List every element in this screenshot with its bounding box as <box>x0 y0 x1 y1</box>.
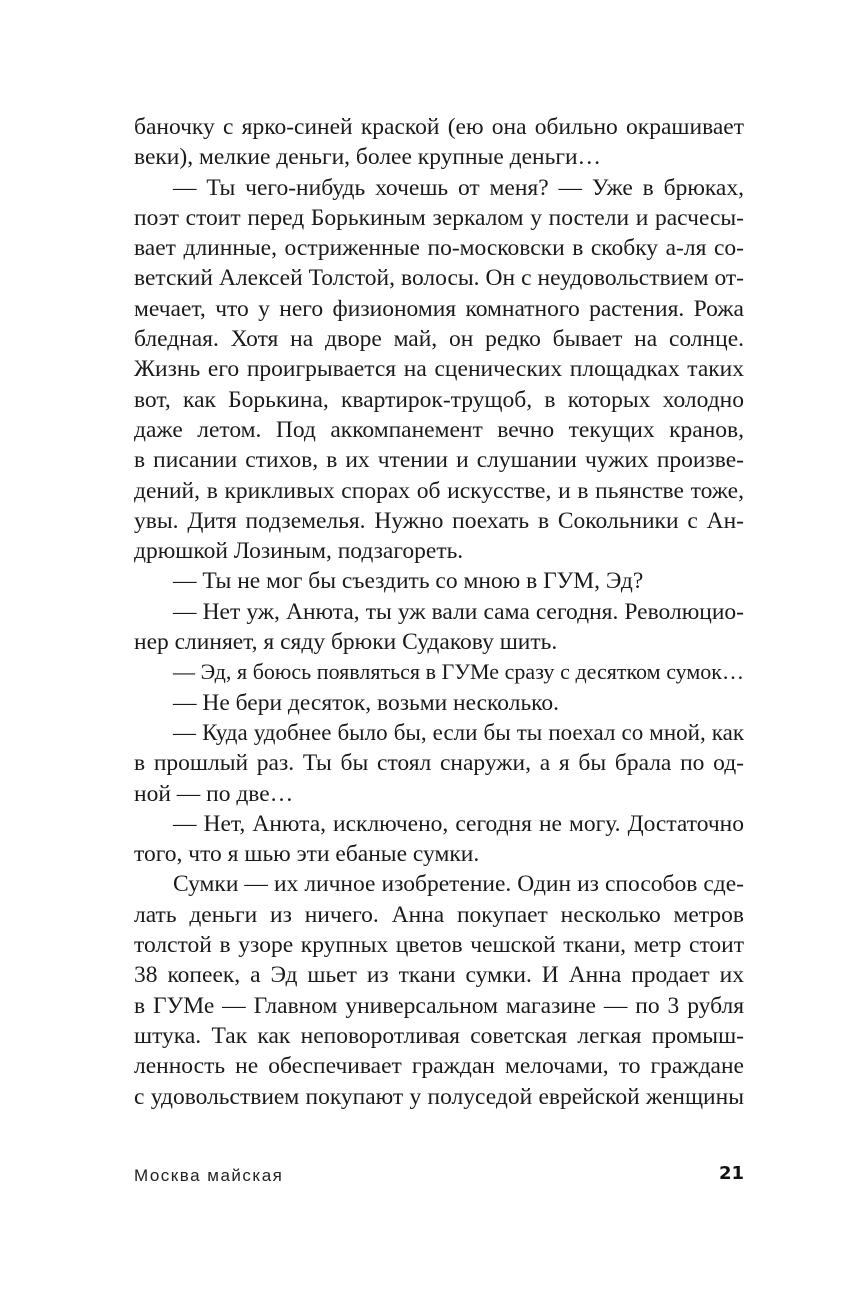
text-line: — Не бери десяток, возьми несколько. <box>173 689 560 716</box>
running-title: Москва майская <box>134 1166 284 1185</box>
text-line: — Куда удобнее было бы, если бы ты поехал со мной, как <box>173 719 744 745</box>
text-line: увы. Дитя подземелья. Нужно поехать в Сокольники с Ан- <box>134 507 744 534</box>
text-line: — Нет, Анюта, исключено, сегодня не могу. Достаточно <box>173 810 744 837</box>
text-line: ленность не обеспечивает граждан мелочами, то граждане <box>134 1053 744 1080</box>
text-line: Жизнь его проигрывается на сценических площадках таких <box>134 356 744 383</box>
text-line: Сумки — их личное изобретение. Один из способов сде- <box>173 871 744 898</box>
text-line: дрюшкой Лозиным, подзагореть. <box>134 538 464 565</box>
text-line: в прошлый раз. Ты бы стоял снаружи, а я бы брала по од- <box>134 750 744 777</box>
text-line: в ГУМе — Главном универсальном магазине — по 3 рубля <box>134 992 744 1019</box>
text-line: мечает, что у него физиономия комнатного растения. Рожа <box>134 295 744 322</box>
text-line: — Эд, я боюсь появляться в ГУМе сразу с десятком сумок… <box>173 659 744 685</box>
body-text <box>134 112 744 1112</box>
text-line: нер слиняет, я сяду брюки Судакову шить. <box>134 629 558 656</box>
text-line: даже летом. Под аккомпанемент вечно текущих кранов, <box>134 416 744 443</box>
text-line: вает длинные, остриженные по-московски в скобку а-ля со- <box>134 235 744 262</box>
text-line: штука. Так как неповоротливая советская легкая промыш- <box>134 1022 744 1049</box>
text-line: баночку с ярко-синей краской (ею она обильно окрашивает <box>134 114 744 140</box>
text-line: — Ты чего-нибудь хочешь от меня? — Уже в брюках, <box>173 174 744 201</box>
text-line: бледная. Хотя на дворе май, он редко бывает на солнце. <box>134 326 744 353</box>
text-line: поэт стоит перед Борькиным зеркалом у постели и расчесы- <box>134 204 744 231</box>
text-line: — Ты не мог бы съездить со мною в ГУМ, Эд? <box>173 568 644 595</box>
text-line: того, что я шью эти ебаные сумки. <box>134 841 480 868</box>
text-line: ветский Алексей Толстой, волосы. Он с неудовольствием от- <box>134 265 744 292</box>
page-number: 21 <box>718 1163 744 1184</box>
text-line: 38 копеек, а Эд шьет из ткани сумки. И Анна продает их <box>134 962 744 989</box>
text-line: толстой в узоре крупных цветов чешской ткани, метр стоит <box>134 932 744 959</box>
text-line: ной — по две… <box>134 780 294 807</box>
text-line: — Нет уж, Анюта, ты уж вали сама сегодня. Революцио- <box>173 598 744 625</box>
text-line: дений, в крикливых спорах об искусстве, и в пьянстве тоже, <box>134 477 744 504</box>
text-line: веки), мелкие деньги, более крупные деньги… <box>134 144 602 171</box>
text-line: с удовольствием покупают у полуседой еврейской женщины <box>134 1083 744 1110</box>
text-line: вот, как Борькина, квартирок-трущоб, в которых холодно <box>134 386 744 413</box>
text-line: в писании стихов, в их чтении и слушании чужих произве- <box>134 447 744 474</box>
text-line: лать деньги из ничего. Анна покупает несколько метров <box>134 901 744 928</box>
